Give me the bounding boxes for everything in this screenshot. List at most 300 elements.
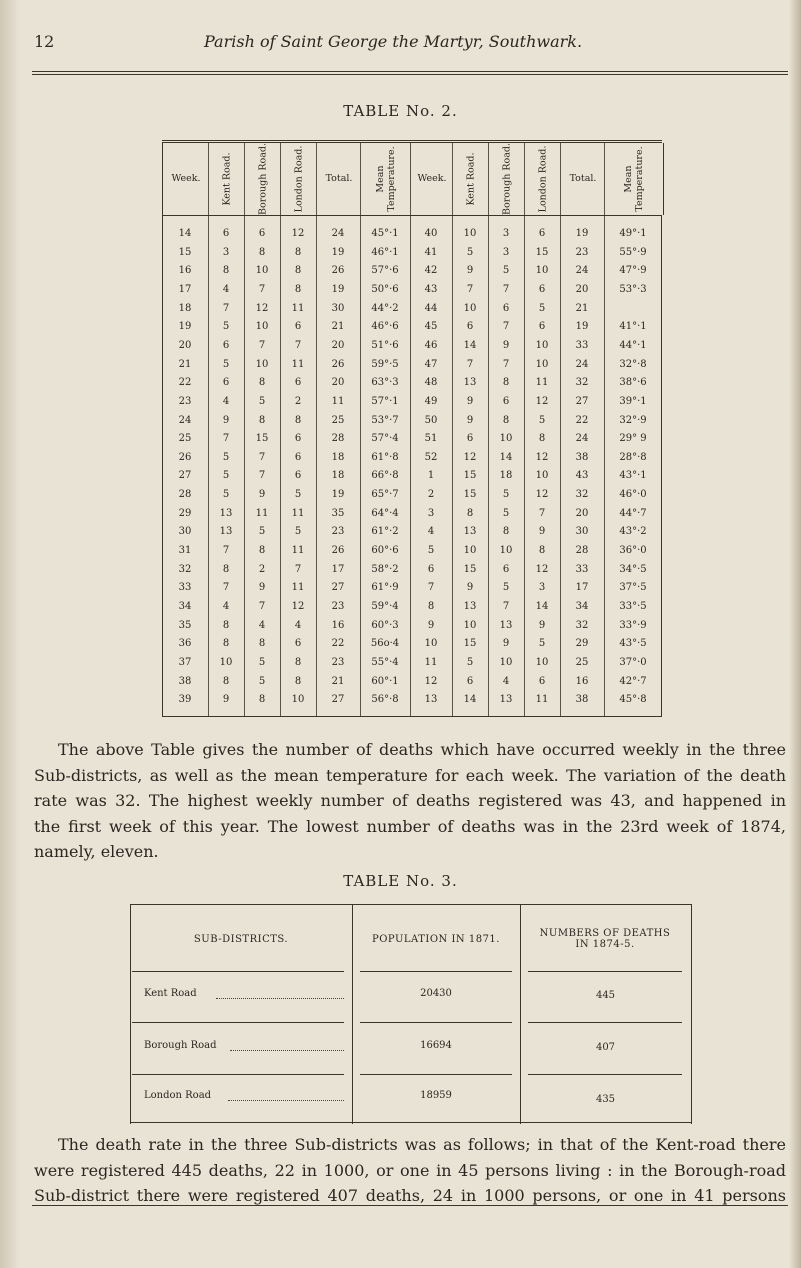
table2-cell: 26 bbox=[331, 358, 345, 370]
table2-cell: 11 bbox=[291, 302, 305, 314]
table2-cell: 66°·8 bbox=[371, 470, 399, 482]
table2-cell: 32 bbox=[575, 619, 589, 631]
table2-cell: 5 bbox=[222, 321, 230, 333]
table2-cell: 24 bbox=[575, 265, 589, 277]
table2-cell: 10 bbox=[463, 545, 477, 557]
table2-cell: 12 bbox=[463, 451, 477, 463]
table2-cell: 10 bbox=[255, 265, 269, 277]
table2-header-cell bbox=[524, 143, 561, 215]
table2-cell: 35 bbox=[178, 619, 192, 631]
table2-cell: 43 bbox=[575, 470, 589, 482]
table2-cell: 47°·9 bbox=[619, 265, 647, 277]
table3-divider-2 bbox=[520, 904, 521, 1124]
table2-cell: 33°·9 bbox=[619, 619, 647, 631]
table2-cell: 10 bbox=[424, 638, 438, 650]
table3-border-right bbox=[691, 904, 692, 1124]
table2-header-cell bbox=[316, 143, 361, 215]
table2-cell: 3 bbox=[427, 507, 435, 519]
table3-cell-subdistrict: Borough Road bbox=[144, 1040, 217, 1051]
table2-cell: 41°·1 bbox=[619, 321, 647, 333]
table2-cell: 34°·5 bbox=[619, 563, 647, 575]
table2-cell: 43°·1 bbox=[619, 470, 647, 482]
table2-cell: 8 bbox=[258, 545, 266, 557]
table2-cell: 20 bbox=[575, 283, 589, 295]
table2-cell: 61°·8 bbox=[371, 451, 399, 463]
table2-header-cell bbox=[162, 143, 209, 215]
header-rule bbox=[32, 71, 788, 72]
table2-cell: 2 bbox=[427, 489, 435, 501]
table3-cell-population: 16694 bbox=[420, 1040, 452, 1051]
table2-cell: 3 bbox=[502, 246, 510, 258]
table2-cell: 2 bbox=[258, 563, 266, 575]
table2-header-cell bbox=[244, 143, 281, 215]
table2-cell: 11 bbox=[255, 507, 269, 519]
table2-cell: 33 bbox=[575, 339, 589, 351]
table2-cell: 8 bbox=[258, 638, 266, 650]
table2-column-label: Week. bbox=[417, 173, 447, 184]
table3-header-deaths: NUMBERS OF DEATHS IN 1874-5. bbox=[539, 928, 671, 950]
table3-title: TABLE No. 3. bbox=[343, 872, 458, 890]
table2-cell: 35 bbox=[331, 507, 345, 519]
table2-cell: 7 bbox=[222, 302, 230, 314]
table2-header-row bbox=[162, 143, 662, 216]
table2-cell: 33 bbox=[575, 563, 589, 575]
table3-cell-subdistrict: London Road bbox=[144, 1090, 212, 1101]
table2-cell: 18 bbox=[178, 302, 192, 314]
table2-cell: 45 bbox=[424, 321, 438, 333]
table2-cell: 5 bbox=[258, 656, 266, 668]
table2-cell: 11 bbox=[424, 656, 438, 668]
table2-cell: 42°·7 bbox=[619, 675, 647, 687]
table2-cell: 11 bbox=[291, 358, 305, 370]
table2-cell: 21 bbox=[331, 321, 345, 333]
table2-cell: 10 bbox=[535, 339, 549, 351]
table2-cell: 15 bbox=[463, 563, 477, 575]
table2-cell: 4 bbox=[222, 395, 230, 407]
table3-cell-deaths: 407 bbox=[595, 1042, 616, 1053]
table2-cell: 9 bbox=[502, 339, 510, 351]
table2-cell: 10 bbox=[255, 321, 269, 333]
table2-cell: 23 bbox=[331, 526, 345, 538]
table2-cell: 53°·3 bbox=[619, 283, 647, 295]
table2-cell: 6 bbox=[427, 563, 435, 575]
table2-cell: 1 bbox=[427, 470, 435, 482]
table3-row-rule bbox=[132, 1074, 344, 1075]
table2-cell: 11 bbox=[331, 395, 345, 407]
table2-cell: 6 bbox=[502, 563, 510, 575]
table2-cell: 58°·2 bbox=[371, 563, 399, 575]
table2-cell: 16 bbox=[178, 265, 192, 277]
table2-cell: 15 bbox=[178, 246, 192, 258]
table2-cell: 11 bbox=[291, 545, 305, 557]
table2-cell: 26 bbox=[331, 545, 345, 557]
table2-cell: 24 bbox=[575, 358, 589, 370]
table2-cell: 18 bbox=[331, 470, 345, 482]
table2-cell: 20 bbox=[178, 339, 192, 351]
table2-row bbox=[162, 694, 662, 715]
table2-cell: 44°·7 bbox=[619, 507, 647, 519]
table3 bbox=[130, 904, 692, 1124]
table3-row-rule bbox=[528, 1022, 682, 1023]
table2-cell: 7 bbox=[538, 507, 546, 519]
table2-cell: 23 bbox=[331, 656, 345, 668]
table2-cell: 9 bbox=[427, 619, 435, 631]
table2-cell: 60°·6 bbox=[371, 545, 399, 557]
table2-cell: 10 bbox=[535, 358, 549, 370]
table2-cell: 20 bbox=[331, 377, 345, 389]
table2-header-cell bbox=[208, 143, 245, 215]
table2-cell: 48 bbox=[424, 377, 438, 389]
table3-cell-deaths: 445 bbox=[595, 990, 616, 1001]
table2-cell: 7 bbox=[258, 339, 266, 351]
table3-header-rule-1 bbox=[132, 971, 344, 972]
table2-cell: 8 bbox=[222, 619, 230, 631]
table2-cell: 13 bbox=[463, 526, 477, 538]
table2-cell: 5 bbox=[466, 656, 474, 668]
table2-cell: 8 bbox=[502, 526, 510, 538]
table2-cell: 32 bbox=[178, 563, 192, 575]
table2-cell: 27 bbox=[575, 395, 589, 407]
table2-cell: 8 bbox=[538, 545, 546, 557]
table2-cell: 5 bbox=[538, 638, 546, 650]
table2-cell: 5 bbox=[258, 395, 266, 407]
table2-cell: 41 bbox=[424, 246, 438, 258]
table2-cell: 7 bbox=[502, 283, 510, 295]
table2-cell: 7 bbox=[294, 339, 302, 351]
table2-cell: 6 bbox=[538, 321, 546, 333]
table2-cell: 19 bbox=[575, 321, 589, 333]
table2-cell: 7 bbox=[258, 451, 266, 463]
table2-cell: 8 bbox=[294, 414, 302, 426]
table2-cell: 3 bbox=[222, 246, 230, 258]
table2-cell: 10 bbox=[535, 265, 549, 277]
table2-cell: 15 bbox=[463, 470, 477, 482]
table3-header-rule-3 bbox=[528, 971, 682, 972]
table2-cell: 14 bbox=[178, 228, 192, 239]
table2-cell: 6 bbox=[538, 283, 546, 295]
table2-cell: 6 bbox=[466, 433, 474, 445]
table2-cell: 49 bbox=[424, 395, 438, 407]
table2-cell: 47 bbox=[424, 358, 438, 370]
table2-cell: 9 bbox=[538, 526, 546, 538]
table2-cell: 5 bbox=[222, 451, 230, 463]
table2-cell: 13 bbox=[424, 694, 438, 706]
table2-cell: 43°·5 bbox=[619, 638, 647, 650]
table2-cell: 30 bbox=[178, 526, 192, 538]
table2-cell: 4 bbox=[502, 675, 510, 687]
table2-cell: 32°·9 bbox=[619, 414, 647, 426]
table2-header-cell bbox=[452, 143, 489, 215]
table2-cell: 31 bbox=[178, 545, 192, 557]
table2-cell: 7 bbox=[222, 582, 230, 594]
table2-cell: 38 bbox=[178, 675, 192, 687]
table2-cell: 7 bbox=[258, 470, 266, 482]
table2-cell: 44°·2 bbox=[371, 302, 399, 314]
table2-cell: 14 bbox=[463, 694, 477, 706]
table2-cell: 6 bbox=[466, 675, 474, 687]
table2-cell: 25 bbox=[575, 656, 589, 668]
table2-cell: 6 bbox=[222, 377, 230, 389]
table2-cell: 12 bbox=[291, 601, 305, 612]
table2-cell: 29 bbox=[575, 638, 589, 650]
table2-cell: 50 bbox=[424, 414, 438, 426]
table2-title: TABLE No. 2. bbox=[343, 102, 458, 120]
table2-cell: 6 bbox=[294, 470, 302, 482]
table2-cell: 8 bbox=[294, 656, 302, 668]
table2-cell: 22 bbox=[575, 414, 589, 426]
table2-cell: 64°·4 bbox=[371, 507, 399, 519]
table2-cell: 8 bbox=[222, 563, 230, 575]
table2-column-label: Total. bbox=[569, 173, 597, 184]
table2-cell: 4 bbox=[294, 619, 302, 631]
table2-cell: 10 bbox=[463, 302, 477, 314]
table2-cell: 39 bbox=[178, 694, 192, 706]
table2-cell: 22 bbox=[178, 377, 192, 389]
table2-cell: 51 bbox=[424, 433, 438, 445]
table2-cell: 42 bbox=[424, 265, 438, 277]
table2-cell: 5 bbox=[502, 582, 510, 594]
table2-cell: 53°·7 bbox=[371, 414, 399, 426]
table2-cell: 28°·8 bbox=[619, 451, 647, 463]
table2-cell: 7 bbox=[502, 321, 510, 333]
table2-cell: 21 bbox=[575, 302, 589, 314]
table3-cell-population: 18959 bbox=[420, 1090, 452, 1101]
table2-cell: 6 bbox=[222, 228, 230, 239]
table2-cell: 23 bbox=[575, 246, 589, 258]
table2-header-cell bbox=[280, 143, 317, 215]
table2-cell: 29 bbox=[178, 507, 192, 519]
table2-cell: 8 bbox=[466, 507, 474, 519]
table2-cell: 23 bbox=[331, 601, 345, 612]
table2-cell: 27 bbox=[331, 582, 345, 594]
table2-cell: 15 bbox=[535, 246, 549, 258]
table2-cell: 11 bbox=[535, 694, 549, 706]
table2-cell: 5 bbox=[538, 414, 546, 426]
table2-cell: 7 bbox=[258, 601, 266, 612]
table2-cell: 10 bbox=[535, 656, 549, 668]
table3-leader-dots bbox=[216, 998, 344, 999]
table2-cell: 7 bbox=[502, 358, 510, 370]
table2-cell: 15 bbox=[255, 433, 269, 445]
table2-cell: 15 bbox=[463, 638, 477, 650]
table2-cell: 22 bbox=[331, 638, 345, 650]
table2-cell: 60°·1 bbox=[371, 675, 399, 687]
table2-header-cell bbox=[410, 143, 453, 215]
table3-cell-subdistrict: Kent Road bbox=[144, 988, 197, 999]
table2-cell: 5 bbox=[502, 489, 510, 501]
table2-header-cell bbox=[360, 143, 411, 215]
table2-cell: 5 bbox=[294, 526, 302, 538]
table2-cell: 14 bbox=[535, 601, 549, 612]
table2-cell: 56°·8 bbox=[371, 694, 399, 706]
table2-cell: 6 bbox=[294, 321, 302, 333]
table2-cell: 28 bbox=[178, 489, 192, 501]
table2-cell: 11 bbox=[535, 377, 549, 389]
paragraph-line: were registered 445 deaths, 22 in 1000, or one in 45 persons living : in the Borough-road bbox=[34, 1160, 786, 1180]
table2-cell: 8 bbox=[294, 246, 302, 258]
table2-cell: 5 bbox=[502, 265, 510, 277]
table2-cell: 19 bbox=[331, 283, 345, 295]
table2-cell: 8 bbox=[258, 377, 266, 389]
table2-cell: 9 bbox=[466, 414, 474, 426]
table2-cell: 7 bbox=[258, 283, 266, 295]
table2-cell: 8 bbox=[222, 675, 230, 687]
table2-column-label: London Road. bbox=[293, 145, 305, 213]
table2-cell: 65°·7 bbox=[371, 489, 399, 501]
table2-cell: 49°·1 bbox=[619, 228, 647, 239]
table2-cell: 59°·4 bbox=[371, 601, 399, 612]
table2-cell: 5 bbox=[538, 302, 546, 314]
paragraph-line: Sub-districts, as well as the mean temperature for each week. The variation of the death bbox=[34, 765, 786, 785]
table3-row-rule bbox=[360, 1074, 512, 1075]
table2-cell: 38 bbox=[575, 694, 589, 706]
table2-cell: 6 bbox=[294, 433, 302, 445]
table2-cell: 7 bbox=[427, 582, 435, 594]
table2-cell: 29° 9 bbox=[619, 433, 647, 445]
table2-cell: 13 bbox=[499, 619, 513, 631]
table2-cell: 8 bbox=[222, 638, 230, 650]
table2-cell: 16 bbox=[575, 675, 589, 687]
table2-cell: 40 bbox=[424, 228, 438, 239]
table2-cell: 21 bbox=[178, 358, 192, 370]
table2-cell: 5 bbox=[258, 526, 266, 538]
table2-cell: 6 bbox=[466, 321, 474, 333]
table2-cell: 25 bbox=[331, 414, 345, 426]
table2-cell: 37°·0 bbox=[619, 656, 647, 668]
table3-cell-deaths: 435 bbox=[595, 1094, 616, 1105]
table2-cell: 6 bbox=[294, 377, 302, 389]
table2-cell: 50°·6 bbox=[371, 283, 399, 295]
table3-row-rule bbox=[132, 1022, 344, 1023]
table2-cell: 12 bbox=[535, 451, 549, 463]
table2-cell: 37°·5 bbox=[619, 582, 647, 594]
table2-cell: 7 bbox=[222, 433, 230, 445]
table2-cell: 12 bbox=[255, 302, 269, 314]
table2-cell: 55°·4 bbox=[371, 656, 399, 668]
table2-cell: 7 bbox=[294, 563, 302, 575]
running-title: Parish of Saint George the Martyr, Southwark. bbox=[204, 32, 583, 51]
table2-cell: 5 bbox=[222, 489, 230, 501]
table2-cell: 45°·8 bbox=[619, 694, 647, 706]
table2-column-label: Kent Road. bbox=[221, 152, 233, 206]
table2-cell: 57°·4 bbox=[371, 433, 399, 445]
table2-cell: 9 bbox=[466, 582, 474, 594]
table2-cell: 9 bbox=[222, 414, 230, 426]
table2-cell: 8 bbox=[258, 694, 266, 706]
table2-cell: 43°·2 bbox=[619, 526, 647, 538]
table2-cell: 12 bbox=[535, 395, 549, 407]
table2-cell: 8 bbox=[258, 414, 266, 426]
table2-header-cell bbox=[488, 143, 525, 215]
table2-cell: 32 bbox=[575, 377, 589, 389]
table2-cell: 46 bbox=[424, 339, 438, 351]
table2-cell: 10 bbox=[499, 656, 513, 668]
table2-cell: 46°·1 bbox=[371, 246, 399, 258]
table2-cell: 57°·1 bbox=[371, 395, 399, 407]
table2-cell: 46°·6 bbox=[371, 321, 399, 333]
table2-cell: 55°·9 bbox=[619, 246, 647, 258]
table2-cell: 5 bbox=[222, 358, 230, 370]
table2-cell: 10 bbox=[535, 470, 549, 482]
table2-cell: 9 bbox=[258, 582, 266, 594]
table2-column-label: Mean Temperature. bbox=[375, 146, 397, 212]
table2-cell: 6 bbox=[538, 228, 546, 239]
paragraph-line: Sub-district there were registered 407 deaths, 24 in 1000 persons, or one in 41 persons bbox=[34, 1186, 786, 1205]
table2-cell: 43 bbox=[424, 283, 438, 295]
table2-cell: 63°·3 bbox=[371, 377, 399, 389]
table2-cell: 15 bbox=[463, 489, 477, 501]
table2-cell: 3 bbox=[538, 582, 546, 594]
paragraph-line: the first week of this year. The lowest number of deaths was in the 23rd week of 1874, bbox=[34, 816, 786, 836]
table3-top-rule bbox=[130, 904, 692, 905]
table2-cell: 6 bbox=[258, 228, 266, 239]
table2-cell: 51°·6 bbox=[371, 339, 399, 351]
table2-cell: 18 bbox=[499, 470, 513, 482]
table2-cell: 6 bbox=[538, 675, 546, 687]
table2-cell: 20 bbox=[575, 507, 589, 519]
table2-cell: 32°·8 bbox=[619, 358, 647, 370]
table2-cell: 21 bbox=[331, 675, 345, 687]
table2-column-label: Borough Road. bbox=[501, 143, 513, 215]
table2-cell: 39°·1 bbox=[619, 395, 647, 407]
table2-cell: 46°·0 bbox=[619, 489, 647, 501]
table2-cell: 36 bbox=[178, 638, 192, 650]
page-header bbox=[34, 30, 786, 54]
paragraph-death-rate bbox=[34, 1132, 786, 1209]
table2-cell: 14 bbox=[499, 451, 513, 463]
table2-cell: 2 bbox=[294, 395, 302, 407]
table2-cell: 13 bbox=[463, 601, 477, 612]
table2-cell: 8 bbox=[427, 601, 435, 612]
table2-cell: 5 bbox=[466, 246, 474, 258]
table2-cell: 24 bbox=[178, 414, 192, 426]
paragraph-line: The death rate in the three Sub-districts was as follows; in that of the Kent-road there bbox=[58, 1135, 786, 1154]
table2-cell: 33 bbox=[178, 582, 192, 594]
table2-cell: 12 bbox=[291, 228, 305, 239]
table2-cell: 9 bbox=[466, 265, 474, 277]
table2-cell: 12 bbox=[424, 675, 438, 687]
table2-cell: 37 bbox=[178, 656, 192, 668]
table2-cell: 23 bbox=[178, 395, 192, 407]
table2-cell: 26 bbox=[331, 265, 345, 277]
table2-header-cell bbox=[604, 143, 664, 215]
table2-cell: 11 bbox=[291, 507, 305, 519]
table2-cell: 30 bbox=[331, 302, 345, 314]
table3-header-subdistricts: SUB-DISTRICTS. bbox=[193, 934, 289, 945]
table2-cell: 9 bbox=[502, 638, 510, 650]
table2-cell: 61°·9 bbox=[371, 582, 399, 594]
table2-cell: 5 bbox=[222, 470, 230, 482]
table2-column-label: Borough Road. bbox=[257, 143, 269, 215]
table2-cell: 9 bbox=[538, 619, 546, 631]
table2-cell: 4 bbox=[427, 526, 435, 538]
table2-cell: 10 bbox=[499, 545, 513, 557]
table2-cell: 10 bbox=[463, 228, 477, 239]
table2-cell: 12 bbox=[535, 489, 549, 501]
table2-cell: 20 bbox=[331, 339, 345, 351]
table2-cell: 34 bbox=[575, 601, 589, 612]
table2-cell: 44°·1 bbox=[619, 339, 647, 351]
table2-column-label: Total. bbox=[325, 173, 353, 184]
table3-row-rule bbox=[528, 1074, 682, 1075]
table2-cell: 8 bbox=[294, 675, 302, 687]
table3-header-rule-2 bbox=[360, 971, 512, 972]
table2-column-label: London Road. bbox=[537, 145, 549, 213]
table2-cell: 30 bbox=[575, 526, 589, 538]
table2-cell: 34 bbox=[178, 601, 192, 612]
table2-cell: 8 bbox=[294, 283, 302, 295]
table2-cell: 45°·1 bbox=[371, 228, 399, 239]
